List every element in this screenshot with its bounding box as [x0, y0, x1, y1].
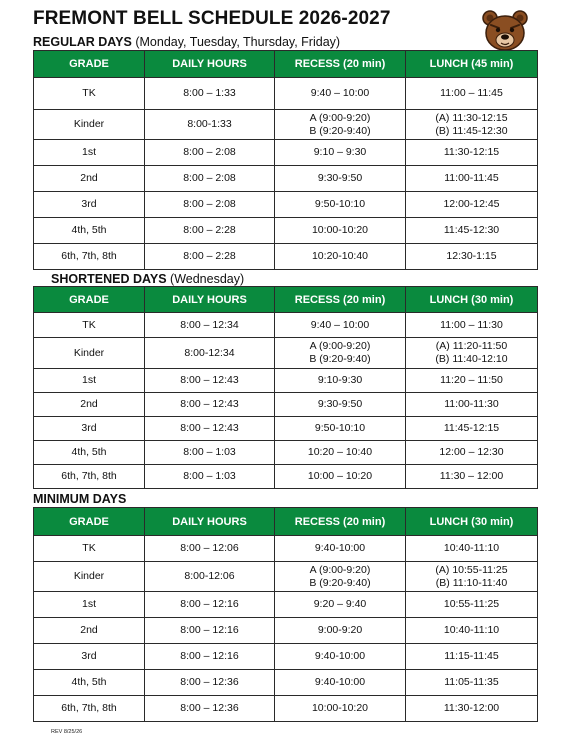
- column-header-grade: GRADE: [34, 287, 145, 313]
- lunch-cell: 11:30-12:15: [406, 140, 538, 166]
- hours-cell: 8:00-12:06: [145, 562, 275, 592]
- grade-cell: 6th, 7th, 8th: [34, 696, 145, 722]
- column-header-grade: GRADE: [34, 508, 145, 536]
- grade-cell: 1st: [34, 369, 145, 393]
- column-header-grade: GRADE: [34, 51, 145, 78]
- table-header-row: [34, 508, 538, 536]
- lunch-cell: 12:00 – 12:30: [406, 441, 538, 465]
- hours-cell: 8:00-12:34: [145, 338, 275, 369]
- section-subtitle: (Monday, Tuesday, Thursday, Friday): [135, 35, 341, 49]
- grade-cell: 6th, 7th, 8th: [34, 465, 145, 489]
- table-row: [34, 536, 538, 562]
- hours-cell: 8:00 – 12:16: [145, 644, 275, 670]
- recess-cell: 9:40-10:00: [275, 670, 406, 696]
- lunch-group-b: (B) 11:10-11:40: [435, 576, 508, 589]
- grade-cell: TK: [34, 536, 145, 562]
- table-header-row: [34, 287, 538, 313]
- recess-cell: 9:20 – 9:40: [275, 592, 406, 618]
- table-row: [34, 140, 538, 166]
- hours-cell: 8:00-1:33: [145, 110, 275, 140]
- recess-cell: 9:40-10:00: [275, 536, 406, 562]
- table-row: [34, 369, 538, 393]
- table-row: [34, 166, 538, 192]
- lunch-cell: 11:45-12:30: [406, 218, 538, 244]
- hours-cell: 8:00 – 12:43: [145, 417, 275, 441]
- recess-cell: 10:00-10:20: [275, 696, 406, 722]
- recess-cell: 10:00-10:20: [275, 218, 406, 244]
- section-heading-shortened: [51, 273, 244, 286]
- lunch-group-a: (A) 10:55-11:25: [435, 563, 508, 576]
- table-row: [34, 465, 538, 489]
- grade-cell: Kinder: [34, 110, 145, 140]
- hours-cell: 8:00 – 2:28: [145, 244, 275, 270]
- recess-cell: 9:50-10:10: [275, 417, 406, 441]
- recess-cell: 9:10-9:30: [275, 369, 406, 393]
- grade-cell: 1st: [34, 592, 145, 618]
- hours-cell: 8:00 – 12:36: [145, 696, 275, 722]
- section-title: REGULAR DAYS: [33, 35, 132, 49]
- table-row: [34, 417, 538, 441]
- grade-cell: TK: [34, 313, 145, 338]
- hours-cell: 8:00 – 12:43: [145, 393, 275, 417]
- lunch-cell: 11:00-11:30: [406, 393, 538, 417]
- table-row: [34, 78, 538, 110]
- minimum-days-table: [33, 507, 538, 722]
- grade-cell: 6th, 7th, 8th: [34, 244, 145, 270]
- recess-cell: 10:20 – 10:40: [275, 441, 406, 465]
- section-heading-minimum: [33, 493, 126, 506]
- table-row: [34, 244, 538, 270]
- lunch-cell: 11:00-11:45: [406, 166, 538, 192]
- hours-cell: 8:00 – 12:34: [145, 313, 275, 338]
- table-row: [34, 562, 538, 592]
- table-row: [34, 218, 538, 244]
- grade-cell: 4th, 5th: [34, 218, 145, 244]
- grade-cell: 2nd: [34, 393, 145, 417]
- lunch-cell: 10:40-11:10: [406, 618, 538, 644]
- column-header-lunch: LUNCH (30 min): [406, 508, 538, 536]
- regular-days-table: [33, 50, 538, 270]
- recess-group-b: B (9:20-9:40): [309, 124, 371, 137]
- table-row: [34, 644, 538, 670]
- recess-group-a: A (9:00-9:20): [309, 563, 371, 576]
- recess-group-b: B (9:20-9:40): [309, 353, 371, 365]
- grade-cell: 4th, 5th: [34, 670, 145, 696]
- lunch-cell: 11:20 – 11:50: [406, 369, 538, 393]
- lunch-cell: 11:05-11:35: [406, 670, 538, 696]
- bear-mascot-icon: [481, 10, 529, 52]
- lunch-cell: [406, 110, 538, 140]
- recess-cell: 9:30-9:50: [275, 393, 406, 417]
- lunch-group-b: (B) 11:45-12:30: [435, 124, 508, 137]
- lunch-group-b: (B) 11:40-12:10: [435, 353, 508, 365]
- lunch-cell: [406, 338, 538, 369]
- lunch-cell: [406, 562, 538, 592]
- hours-cell: 8:00 – 1:03: [145, 465, 275, 489]
- grade-cell: TK: [34, 78, 145, 110]
- lunch-cell: 11:30-12:00: [406, 696, 538, 722]
- grade-cell: 1st: [34, 140, 145, 166]
- column-header-hours: DAILY HOURS: [145, 51, 275, 78]
- grade-cell: 2nd: [34, 166, 145, 192]
- hours-cell: 8:00 – 1:03: [145, 441, 275, 465]
- column-header-recess: RECESS (20 min): [275, 508, 406, 536]
- recess-cell: 9:50-10:10: [275, 192, 406, 218]
- lunch-cell: 10:40-11:10: [406, 536, 538, 562]
- hours-cell: 8:00 – 12:43: [145, 369, 275, 393]
- lunch-cell: 11:00 – 11:45: [406, 78, 538, 110]
- table-row: [34, 313, 538, 338]
- column-header-recess: RECESS (20 min): [275, 51, 406, 78]
- lunch-group-a: (A) 11:20-11:50: [435, 340, 508, 352]
- column-header-hours: DAILY HOURS: [145, 508, 275, 536]
- table-row: [34, 110, 538, 140]
- hours-cell: 8:00 – 12:36: [145, 670, 275, 696]
- recess-cell: 9:00-9:20: [275, 618, 406, 644]
- recess-cell: 9:10 – 9:30: [275, 140, 406, 166]
- lunch-cell: 12:00-12:45: [406, 192, 538, 218]
- table-row: [34, 338, 538, 369]
- column-header-hours: DAILY HOURS: [145, 287, 275, 313]
- table-row: [34, 393, 538, 417]
- table-header-row: [34, 51, 538, 78]
- section-title: MINIMUM DAYS: [33, 492, 127, 506]
- table-row: [34, 696, 538, 722]
- hours-cell: 8:00 – 2:08: [145, 166, 275, 192]
- grade-cell: 2nd: [34, 618, 145, 644]
- hours-cell: 8:00 – 12:16: [145, 618, 275, 644]
- table-row: [34, 670, 538, 696]
- recess-cell: 10:00 – 10:20: [275, 465, 406, 489]
- recess-cell: 10:20-10:40: [275, 244, 406, 270]
- column-header-lunch: LUNCH (45 min): [406, 51, 538, 78]
- lunch-cell: 11:45-12:15: [406, 417, 538, 441]
- hours-cell: 8:00 – 2:28: [145, 218, 275, 244]
- recess-group-a: A (9:00-9:20): [309, 340, 371, 352]
- lunch-cell: 10:55-11:25: [406, 592, 538, 618]
- lunch-group-a: (A) 11:30-12:15: [435, 111, 508, 124]
- table-row: [34, 618, 538, 644]
- lunch-cell: 12:30-1:15: [406, 244, 538, 270]
- lunch-cell: 11:30 – 12:00: [406, 465, 538, 489]
- grade-cell: Kinder: [34, 562, 145, 592]
- recess-cell: 9:40 – 10:00: [275, 313, 406, 338]
- table-row: [34, 592, 538, 618]
- recess-group-a: A (9:00-9:20): [309, 111, 371, 124]
- section-subtitle: (Wednesday): [170, 272, 245, 286]
- hours-cell: 8:00 – 12:06: [145, 536, 275, 562]
- table-row: [34, 192, 538, 218]
- recess-cell: [275, 562, 406, 592]
- recess-cell: [275, 110, 406, 140]
- section-heading-regular: [33, 36, 340, 49]
- grade-cell: 3rd: [34, 192, 145, 218]
- lunch-cell: 11:00 – 11:30: [406, 313, 538, 338]
- grade-cell: 3rd: [34, 417, 145, 441]
- recess-cell: [275, 338, 406, 369]
- grade-cell: Kinder: [34, 338, 145, 369]
- hours-cell: 8:00 – 2:08: [145, 192, 275, 218]
- lunch-cell: 11:15-11:45: [406, 644, 538, 670]
- hours-cell: 8:00 – 1:33: [145, 78, 275, 110]
- hours-cell: 8:00 – 2:08: [145, 140, 275, 166]
- table-row: [34, 441, 538, 465]
- shortened-days-table: [33, 286, 538, 489]
- section-title: SHORTENED DAYS: [51, 272, 167, 286]
- column-header-recess: RECESS (20 min): [275, 287, 406, 313]
- recess-cell: 9:40-10:00: [275, 644, 406, 670]
- recess-cell: 9:40 – 10:00: [275, 78, 406, 110]
- hours-cell: 8:00 – 12:16: [145, 592, 275, 618]
- grade-cell: 3rd: [34, 644, 145, 670]
- column-header-lunch: LUNCH (30 min): [406, 287, 538, 313]
- recess-cell: 9:30-9:50: [275, 166, 406, 192]
- recess-group-b: B (9:20-9:40): [309, 576, 371, 589]
- grade-cell: 4th, 5th: [34, 441, 145, 465]
- page-title: FREMONT BELL SCHEDULE 2026-2027: [33, 8, 391, 29]
- revision-note: REV 8/25/26: [51, 729, 83, 735]
